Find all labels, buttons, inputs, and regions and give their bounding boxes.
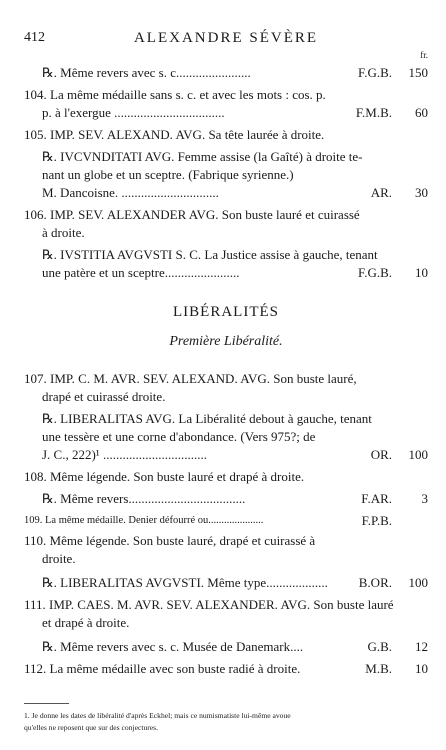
line-text: ℞. LIBERALITAS AVGVSTI. Même type................... xyxy=(42,575,328,590)
condition-grade: F.G.B. xyxy=(358,65,392,80)
section-heading xyxy=(24,304,428,349)
price-value: 10 xyxy=(415,265,428,280)
line-text: 112. La même médaille avec son buste radié à droite. xyxy=(24,661,301,676)
price-column xyxy=(358,64,428,82)
line-text: et drapé à droite. xyxy=(42,615,130,630)
line-text: ℞. IVCVNDITATI AVG. Femme assise (la Gaîté) à droite te- xyxy=(42,149,363,164)
price-value: 100 xyxy=(408,447,428,462)
condition-grade: B.OR. xyxy=(358,575,392,590)
price-column xyxy=(362,512,428,530)
page-header xyxy=(24,30,428,60)
footnote-line-1: 1. Je donne les dates de libéralité d'après Eckhel; mais ce numismatiste lui-même avoue xyxy=(24,711,291,720)
condition-grade: F.M.B. xyxy=(355,105,392,120)
section-title: LIBÉRALITÉS xyxy=(173,304,279,320)
line-text: 110. Même légende. Son buste lauré, drapé et cuirassé à xyxy=(24,533,316,548)
price-value: 12 xyxy=(415,639,428,654)
price-column xyxy=(359,574,428,592)
line-text: une tessère et une corne d'abondance. (Vers 975?; de xyxy=(42,429,316,444)
price-column xyxy=(356,104,428,122)
line-text: nant un globe et un sceptre. (Fabrique syrienne.) xyxy=(42,167,294,182)
condition-grade: F.P.B. xyxy=(361,513,392,528)
condition-grade: G.B. xyxy=(367,639,392,654)
condition-grade: OR. xyxy=(370,447,392,462)
line-text: 108. Même légende. Son buste lauré et drapé à droite. xyxy=(24,469,305,484)
line-text: 109. La même médaille. Denier défourré ou..................... xyxy=(24,515,264,526)
section-subtitle: Première Libéralité. xyxy=(169,334,283,349)
condition-grade: AR. xyxy=(370,185,392,200)
line-text: p. à l'exergue .................................. xyxy=(42,105,225,120)
footnote-line-2: qu'elles ne reposent que sur des conjectures. xyxy=(24,723,159,732)
condition-grade: F.AR. xyxy=(361,491,392,506)
price-column xyxy=(358,264,428,282)
page-number: 412 xyxy=(24,30,45,45)
price-column xyxy=(361,490,428,508)
price-value: 3 xyxy=(421,491,428,506)
line-text: 105. IMP. SEV. ALEXAND. AVG. Sa tête laurée à droite. xyxy=(24,127,325,142)
price-value: 100 xyxy=(408,575,428,590)
price-column xyxy=(371,446,428,464)
line-text: droite. xyxy=(42,551,76,566)
line-text: ℞. Même revers avec s. c....................... xyxy=(42,65,251,80)
line-text: une patère et un sceptre....................... xyxy=(42,265,240,280)
price-column xyxy=(367,638,428,656)
line-text: ℞. Même revers avec s. c. Musée de Danemark.... xyxy=(42,639,304,654)
price-value: 30 xyxy=(415,185,428,200)
price-value: 150 xyxy=(408,65,428,80)
line-text: à droite. xyxy=(42,225,85,240)
line-text: ℞. IVSTITIA AVGVSTI S. C. La Justice assise à gauche, tenant xyxy=(42,247,378,262)
price-column xyxy=(371,184,428,202)
line-text: drapé et cuirassé droite. xyxy=(42,389,166,404)
price-column xyxy=(365,660,428,678)
footnote-rule xyxy=(24,703,69,704)
line-text: 111. IMP. CAES. M. AVR. SEV. ALEXANDER. AVG. Son buste lauré xyxy=(24,597,394,612)
line-text: 106. IMP. SEV. ALEXANDER AVG. Son buste lauré et cuirassé xyxy=(24,207,360,222)
line-text: 104. La même médaille sans s. c. et avec les mots : cos. p. xyxy=(24,87,326,102)
line-text: ℞. Même revers.................................... xyxy=(42,491,246,506)
price-value: 60 xyxy=(415,105,428,120)
line-text: J. C., 222)¹ ................................ xyxy=(42,447,207,462)
condition-grade: M.B. xyxy=(365,661,392,676)
currency-label: fr. xyxy=(420,50,428,60)
line-text: 107. IMP. C. M. AVR. SEV. ALEXAND. AVG. Son buste lauré, xyxy=(24,371,357,386)
running-title: ALEXANDRE SÉVÈRE xyxy=(133,30,319,46)
condition-grade: F.G.B. xyxy=(358,265,392,280)
price-value: 10 xyxy=(415,661,428,676)
line-text: M. Dancoisne. .............................. xyxy=(42,185,219,200)
line-text: ℞. LIBERALITAS AVG. La Libéralité debout à gauche, tenant xyxy=(42,411,372,426)
